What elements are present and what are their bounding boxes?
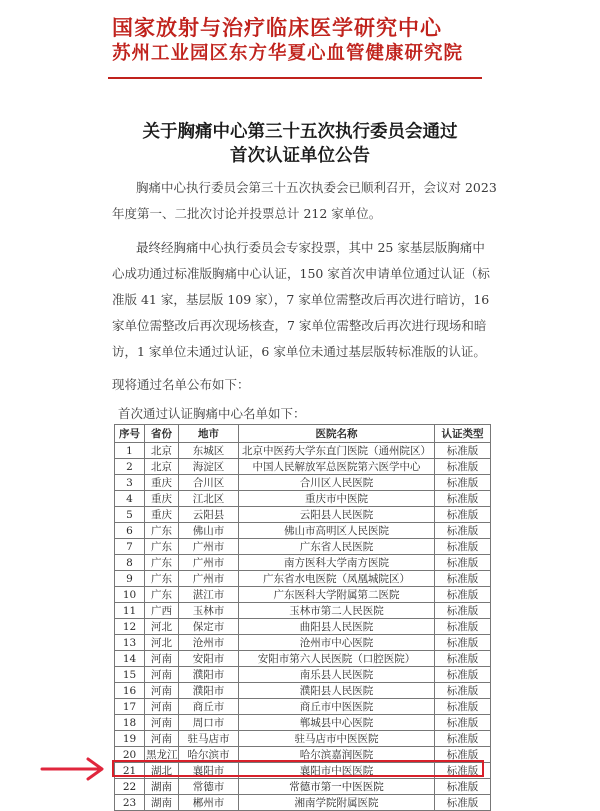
row-number: 1	[115, 443, 145, 459]
paragraph-announcement	[112, 372, 496, 398]
row-certification-type: 标准版	[435, 699, 491, 715]
paragraph-line: 现将通过名单公布如下：	[112, 377, 250, 392]
row-city: 驻马店市	[179, 731, 239, 747]
paragraph-line: 最终经胸痛中心执行委员会专家投票，其中 25 家基层版胸痛中	[136, 240, 485, 255]
row-province: 河北	[145, 619, 179, 635]
row-number: 14	[115, 651, 145, 667]
row-hospital-name: 南乐县人民医院	[239, 667, 435, 683]
table-row	[115, 683, 491, 699]
row-number: 6	[115, 523, 145, 539]
row-city: 沧州市	[179, 635, 239, 651]
row-province: 河南	[145, 699, 179, 715]
column-header: 序号	[115, 425, 145, 443]
row-city: 濮阳市	[179, 683, 239, 699]
row-province: 河南	[145, 715, 179, 731]
row-province: 北京	[145, 443, 179, 459]
column-header: 省份	[145, 425, 179, 443]
row-hospital-name: 曲阳县人民医院	[239, 619, 435, 635]
row-certification-type: 标准版	[435, 507, 491, 523]
row-city: 合川区	[179, 475, 239, 491]
document-title-line-2: 首次认证单位公告	[230, 146, 370, 166]
row-certification-type: 标准版	[435, 683, 491, 699]
arrow-right-icon	[38, 754, 108, 784]
paragraph-meeting	[112, 175, 496, 227]
table-header-row	[115, 425, 491, 443]
row-certification-type: 标准版	[435, 571, 491, 587]
row-city: 周口市	[179, 715, 239, 731]
row-province: 湖南	[145, 795, 179, 811]
row-province: 湖北	[145, 763, 179, 779]
row-province: 黑龙江	[146, 748, 178, 761]
row-certification-type: 标准版	[435, 619, 491, 635]
row-province: 广东	[145, 539, 179, 555]
row-certification-type: 标准版	[435, 603, 491, 619]
row-number: 20	[115, 747, 145, 763]
table-row	[115, 635, 491, 651]
row-number: 23	[115, 795, 145, 811]
row-number: 7	[115, 539, 145, 555]
row-certification-type: 标准版	[435, 715, 491, 731]
row-hospital-name: 郸城县中心医院	[239, 715, 435, 731]
row-number: 9	[115, 571, 145, 587]
row-certification-type: 标准版	[435, 667, 491, 683]
row-hospital-name: 哈尔滨嘉润医院	[239, 747, 435, 763]
row-city: 襄阳市	[179, 763, 239, 779]
row-number: 21	[115, 763, 145, 779]
table-row	[115, 523, 491, 539]
row-certification-type: 标准版	[435, 475, 491, 491]
row-hospital-name: 常德市第一中医医院	[239, 779, 435, 795]
table-row	[115, 619, 491, 635]
row-hospital-name: 濮阳县人民医院	[239, 683, 435, 699]
row-hospital-name: 中国人民解放军总医院第六医学中心	[239, 459, 435, 475]
table-row	[115, 699, 491, 715]
column-header: 医院名称	[239, 425, 435, 443]
row-province: 河南	[145, 731, 179, 747]
row-hospital-name: 广东省人民医院	[239, 539, 435, 555]
letterhead-line-2: 苏州工业园区东方华夏心血管健康研究院	[112, 43, 464, 64]
row-province: 广东	[145, 587, 179, 603]
table-row	[115, 795, 491, 811]
row-province: 广东	[145, 523, 179, 539]
row-hospital-name: 沧州市中心医院	[239, 635, 435, 651]
row-certification-type: 标准版	[435, 795, 491, 811]
row-number: 5	[115, 507, 145, 523]
row-certification-type: 标准版	[435, 555, 491, 571]
row-city: 玉林市	[179, 603, 239, 619]
row-hospital-name: 安阳市第六人民医院（口腔医院）	[239, 651, 435, 667]
row-province: 重庆	[145, 475, 179, 491]
row-hospital-name: 重庆市中医院	[239, 491, 435, 507]
row-province: 广东	[145, 571, 179, 587]
row-number: 16	[115, 683, 145, 699]
row-hospital-name: 襄阳市中医医院	[239, 763, 435, 779]
row-certification-type: 标准版	[435, 459, 491, 475]
table-row	[115, 443, 491, 459]
table-body	[115, 443, 491, 811]
table-row	[115, 651, 491, 667]
row-hospital-name: 湘南学院附属医院	[239, 795, 435, 811]
row-province: 重庆	[145, 507, 179, 523]
row-number: 11	[115, 603, 145, 619]
row-city: 广州市	[179, 555, 239, 571]
row-certification-type: 标准版	[435, 523, 491, 539]
table-row	[115, 507, 491, 523]
row-province: 河南	[145, 683, 179, 699]
column-header: 认证类型	[435, 425, 491, 443]
row-province: 重庆	[145, 491, 179, 507]
table-row	[115, 779, 491, 795]
row-certification-type: 标准版	[435, 491, 491, 507]
row-province: 河南	[145, 667, 179, 683]
row-province: 河南	[145, 651, 179, 667]
row-city: 东城区	[179, 443, 239, 459]
table-row	[115, 539, 491, 555]
table-row	[115, 731, 491, 747]
row-hospital-name: 驻马店市中医医院	[239, 731, 435, 747]
row-number: 4	[115, 491, 145, 507]
paragraph-results	[112, 235, 496, 365]
letterhead-divider	[108, 77, 482, 79]
row-hospital-name: 商丘市中医医院	[239, 699, 435, 715]
row-city: 佛山市	[179, 523, 239, 539]
row-number: 2	[115, 459, 145, 475]
certified-units-table	[114, 424, 491, 811]
document-title-line-1: 关于胸痛中心第三十五次执行委员会通过	[142, 122, 458, 142]
row-city: 安阳市	[179, 651, 239, 667]
highlighted-row-outline	[112, 760, 484, 777]
row-certification-type: 标准版	[435, 763, 491, 779]
row-hospital-name: 玉林市第二人民医院	[239, 603, 435, 619]
row-hospital-name: 云阳县人民医院	[239, 507, 435, 523]
row-city: 保定市	[179, 619, 239, 635]
row-certification-type: 标准版	[435, 731, 491, 747]
row-city: 海淀区	[179, 459, 239, 475]
row-number: 12	[115, 619, 145, 635]
table-row	[115, 555, 491, 571]
row-certification-type: 标准版	[435, 539, 491, 555]
row-certification-type: 标准版	[435, 587, 491, 603]
row-province: 广东	[145, 555, 179, 571]
row-city: 广州市	[179, 539, 239, 555]
paragraph-line: 访，1 家单位未通过认证，6 家单位未通过基层版转标准版的认证。	[112, 344, 486, 359]
row-province: 湖南	[145, 779, 179, 795]
paragraph-line: 年度第一、二批次讨论并投票总计 212 家单位。	[112, 206, 382, 221]
row-hospital-name: 北京中医药大学东直门医院（通州院区）	[239, 443, 435, 459]
row-number: 18	[115, 715, 145, 731]
row-certification-type: 标准版	[435, 635, 491, 651]
row-hospital-name: 合川区人民医院	[239, 475, 435, 491]
table-row	[115, 587, 491, 603]
row-number: 22	[115, 779, 145, 795]
row-certification-type: 标准版	[435, 747, 491, 763]
row-number: 3	[115, 475, 145, 491]
row-certification-type: 标准版	[435, 779, 491, 795]
row-certification-type: 标准版	[435, 651, 491, 667]
row-hospital-name: 广东省水电医院（凤凰城院区）	[239, 571, 435, 587]
row-certification-type: 标准版	[435, 443, 491, 459]
letterhead-line-1: 国家放射与治疗临床医学研究中心	[112, 15, 442, 40]
row-number: 13	[115, 635, 145, 651]
row-city: 哈尔滨市	[179, 747, 239, 763]
table-row	[115, 715, 491, 731]
table-row	[115, 475, 491, 491]
row-city: 濮阳市	[179, 667, 239, 683]
paragraph-line: 家单位需整改后再次现场核查，7 家单位需整改后再次进行现场和暗	[112, 318, 487, 333]
row-city: 商丘市	[179, 699, 239, 715]
row-number: 19	[115, 731, 145, 747]
document-title	[110, 120, 490, 168]
paragraph-line: 胸痛中心执行委员会第三十五次执委会已顺利召开，会议对 2023	[136, 180, 497, 195]
row-hospital-name: 佛山市高明区人民医院	[239, 523, 435, 539]
row-number: 8	[115, 555, 145, 571]
table-row	[115, 571, 491, 587]
row-city: 郴州市	[179, 795, 239, 811]
row-number: 10	[115, 587, 145, 603]
row-province: 广西	[145, 603, 179, 619]
paragraph-line: 心成功通过标准版胸痛中心认证，150 家首次申请单位通过认证（标	[112, 266, 490, 281]
row-province: 河北	[145, 635, 179, 651]
table-row	[115, 491, 491, 507]
table-caption: 首次通过认证胸痛中心名单如下：	[118, 406, 306, 421]
row-hospital-name: 南方医科大学南方医院	[239, 555, 435, 571]
table-row	[115, 603, 491, 619]
paragraph-line: 准版 41 家，基层版 109 家），7 家单位需整改后再次进行暗访，16	[112, 292, 490, 307]
row-number: 17	[115, 699, 145, 715]
row-city: 云阳县	[179, 507, 239, 523]
table-row	[115, 459, 491, 475]
row-city: 湛江市	[179, 587, 239, 603]
row-number: 15	[115, 667, 145, 683]
table-row	[115, 667, 491, 683]
row-hospital-name: 广东医科大学附属第二医院	[239, 587, 435, 603]
row-city: 江北区	[179, 491, 239, 507]
row-city: 常德市	[179, 779, 239, 795]
column-header: 地市	[179, 425, 239, 443]
row-province: 北京	[145, 459, 179, 475]
letterhead	[112, 14, 492, 67]
row-city: 广州市	[179, 571, 239, 587]
